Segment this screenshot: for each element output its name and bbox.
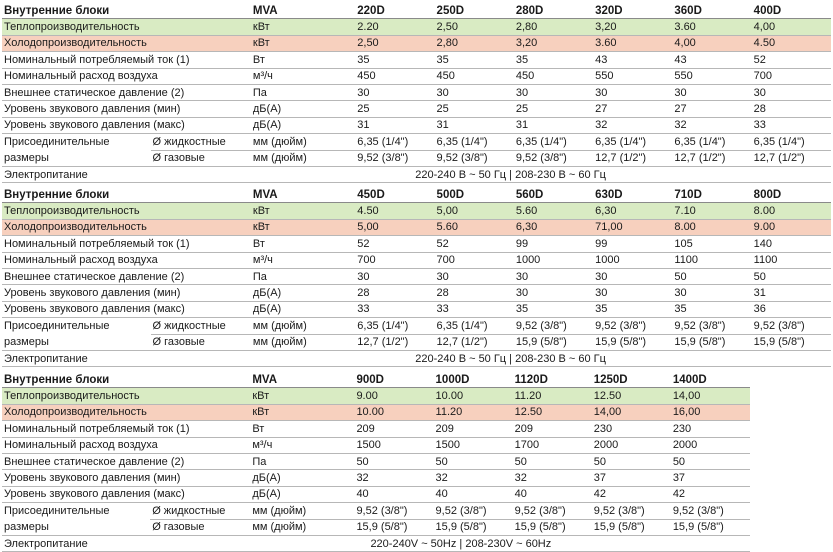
- spec-unit: кВт: [250, 388, 354, 404]
- spec-value: 4.50: [355, 203, 434, 219]
- spec-value: 1700: [513, 437, 592, 453]
- spec-unit: кВт: [251, 219, 355, 235]
- liquid-pipe-value: 9,52 (3/8"): [671, 503, 750, 519]
- model-name: 900D: [354, 372, 433, 388]
- power-supply-row: [2, 350, 831, 366]
- spec-value: 5,00: [355, 219, 434, 235]
- spec-value: 40: [434, 486, 513, 502]
- spec-value: 27: [672, 101, 751, 117]
- gas-pipe-value: 12,7 (1/2"): [752, 150, 831, 166]
- spec-value: 27: [593, 101, 672, 117]
- model-name: 630D: [593, 187, 672, 203]
- spec-label: Уровень звукового давления (мин): [2, 101, 251, 117]
- spec-value: 35: [514, 301, 593, 317]
- spec-value: 3,20: [593, 19, 672, 35]
- spec-value: 35: [593, 301, 672, 317]
- spec-row: [2, 470, 750, 486]
- spec-value: 8.00: [752, 203, 831, 219]
- spec-label: Внешнее статическое давление (2): [2, 84, 251, 100]
- spec-value: 4.50: [752, 35, 831, 51]
- spec-value: 31: [752, 285, 831, 301]
- spec-value: 1500: [354, 437, 433, 453]
- spec-value: 40: [513, 486, 592, 502]
- connection-label-line1: Присоединительные: [4, 136, 110, 149]
- spec-value: 30: [672, 285, 751, 301]
- spec-table-3: [2, 372, 750, 552]
- liquid-pipe-value: 9,52 (3/8"): [354, 503, 433, 519]
- spec-unit: Па: [251, 268, 355, 284]
- power-label: Электропитание: [2, 535, 354, 551]
- power-value: 220-240 В ~ 50 Гц | 208-230 В ~ 60 Гц: [355, 166, 831, 182]
- connection-unit: мм (дюйм): [250, 519, 354, 535]
- spec-unit: Вт: [251, 52, 355, 68]
- model-name: 360D: [672, 3, 751, 19]
- spec-label: Теплопроизводительность: [2, 203, 251, 219]
- spec-unit: дБ(А): [251, 117, 355, 133]
- spec-value: 2,50: [435, 19, 514, 35]
- spec-label: Теплопроизводительность: [2, 388, 250, 404]
- spec-value: 99: [514, 236, 593, 252]
- gas-pipe-label: Ø газовые: [151, 334, 251, 350]
- spec-value: 30: [752, 84, 831, 100]
- spec-value: 6,30: [593, 203, 672, 219]
- cooling-row: [2, 219, 831, 235]
- spec-label: Теплопроизводительность: [2, 19, 251, 35]
- spec-unit: дБ(А): [251, 285, 355, 301]
- gas-pipe-value: 15,9 (5/8"): [671, 519, 750, 535]
- spec-value: 50: [671, 453, 750, 469]
- spec-value: 10.00: [434, 388, 513, 404]
- spec-value: 99: [593, 236, 672, 252]
- liquid-pipe-value: 6,35 (1/4"): [355, 318, 434, 334]
- spec-label: Уровень звукового давления (макс): [2, 486, 250, 502]
- spec-value: 14,00: [671, 388, 750, 404]
- spec-value: 28: [435, 285, 514, 301]
- spec-value: 6,30: [514, 219, 593, 235]
- spec-label: Номинальный потребляемый ток (1): [2, 52, 251, 68]
- spec-value: 700: [752, 68, 831, 84]
- spec-row: [2, 84, 831, 100]
- heating-row: [2, 203, 831, 219]
- spec-value: 30: [435, 268, 514, 284]
- heating-row: [2, 388, 750, 404]
- model-series-label: MVA: [250, 372, 354, 388]
- spec-row: [2, 52, 831, 68]
- spec-value: 30: [514, 84, 593, 100]
- spec-value: 16,00: [671, 404, 750, 420]
- cooling-row: [2, 404, 750, 420]
- connection-gas-row: [2, 150, 831, 166]
- header-row: [2, 372, 750, 388]
- connection-liquid-row: [2, 318, 831, 334]
- spec-unit: кВт: [251, 19, 355, 35]
- spec-label: Номинальный потребляемый ток (1): [2, 421, 250, 437]
- spec-value: 105: [672, 236, 751, 252]
- spec-value: 3.60: [593, 35, 672, 51]
- connection-gas-row: [2, 334, 831, 350]
- spec-label: Уровень звукового давления (мин): [2, 285, 251, 301]
- spec-value: 32: [593, 117, 672, 133]
- liquid-pipe-value: 9,52 (3/8"): [593, 318, 672, 334]
- spec-value: 4,00: [752, 19, 831, 35]
- power-value: 220-240 В ~ 50 Гц | 208-230 В ~ 60 Гц: [355, 350, 831, 366]
- spec-value: 1000: [514, 252, 593, 268]
- spec-row: [2, 301, 831, 317]
- spec-row: [2, 486, 750, 502]
- header-row: [2, 187, 831, 203]
- connection-unit: мм (дюйм): [251, 334, 355, 350]
- gas-pipe-value: 9,52 (3/8"): [435, 150, 514, 166]
- spec-value: 35: [435, 52, 514, 68]
- liquid-pipe-value: 9,52 (3/8"): [672, 318, 751, 334]
- spec-value: 33: [435, 301, 514, 317]
- spec-unit: м³/ч: [251, 252, 355, 268]
- spec-value: 32: [434, 470, 513, 486]
- model-name: 400D: [752, 3, 831, 19]
- model-name: 710D: [672, 187, 751, 203]
- spec-value: 14,00: [592, 404, 671, 420]
- spec-value: 450: [435, 68, 514, 84]
- spec-value: 37: [671, 470, 750, 486]
- gas-pipe-value: 12,7 (1/2"): [593, 150, 672, 166]
- spec-value: 10.00: [354, 404, 433, 420]
- spec-row: [2, 453, 750, 469]
- power-value: 220-240V ~ 50Hz | 208-230V ~ 60Hz: [354, 535, 750, 551]
- liquid-pipe-value: 9,52 (3/8"): [752, 318, 831, 334]
- spec-unit: дБ(А): [250, 486, 354, 502]
- spec-value: 2,50: [355, 35, 434, 51]
- spec-value: 11.20: [513, 388, 592, 404]
- connection-unit: мм (дюйм): [250, 503, 354, 519]
- spec-value: 52: [752, 52, 831, 68]
- spec-value: 700: [355, 252, 434, 268]
- spec-label: Уровень звукового давления (макс): [2, 301, 251, 317]
- spec-label: Внешнее статическое давление (2): [2, 453, 250, 469]
- connection-label-line2: размеры: [2, 334, 151, 350]
- spec-value: 50: [354, 453, 433, 469]
- spec-unit: м³/ч: [251, 68, 355, 84]
- spec-value: 71,00: [593, 219, 672, 235]
- spec-value: 230: [592, 421, 671, 437]
- model-name: 1250D: [592, 372, 671, 388]
- liquid-pipe-value: 6,35 (1/4"): [435, 134, 514, 150]
- spec-value: 2000: [671, 437, 750, 453]
- spec-value: 11.20: [434, 404, 513, 420]
- spec-value: 28: [752, 101, 831, 117]
- spec-value: 52: [435, 236, 514, 252]
- spec-value: 450: [355, 68, 434, 84]
- model-series-label: MVA: [251, 3, 355, 19]
- liquid-pipe-value: 9,52 (3/8"): [514, 318, 593, 334]
- spec-value: 33: [752, 117, 831, 133]
- spec-value: 4,00: [672, 35, 751, 51]
- liquid-pipe-value: 9,52 (3/8"): [434, 503, 513, 519]
- spec-row: [2, 285, 831, 301]
- model-name: 250D: [435, 3, 514, 19]
- model-name: 280D: [514, 3, 593, 19]
- spec-row: [2, 117, 831, 133]
- gas-pipe-label: Ø газовые: [150, 519, 250, 535]
- spec-label: Холодопроизводительность: [2, 35, 251, 51]
- spec-unit: Па: [250, 453, 354, 469]
- connection-liquid-row: [2, 503, 750, 519]
- spec-value: 25: [435, 101, 514, 117]
- spec-label: Номинальный расход воздуха: [2, 437, 250, 453]
- spec-value: 209: [513, 421, 592, 437]
- gas-pipe-label: Ø газовые: [151, 150, 251, 166]
- gas-pipe-value: 15,9 (5/8"): [593, 334, 672, 350]
- table-title: Внутренние блоки: [2, 187, 251, 203]
- connection-unit: мм (дюйм): [251, 150, 355, 166]
- spec-value: 7.10: [672, 203, 751, 219]
- spec-value: 35: [672, 301, 751, 317]
- spec-value: 450: [514, 68, 593, 84]
- spec-value: 52: [355, 236, 434, 252]
- gas-pipe-value: 12,7 (1/2"): [355, 334, 434, 350]
- spec-value: 2000: [592, 437, 671, 453]
- header-row: [2, 3, 831, 19]
- spec-value: 35: [355, 52, 434, 68]
- spec-value: 30: [355, 268, 434, 284]
- spec-value: 1000: [593, 252, 672, 268]
- gas-pipe-value: 15,9 (5/8"): [354, 519, 433, 535]
- spec-value: 50: [672, 268, 751, 284]
- spec-unit: кВт: [251, 203, 355, 219]
- spec-value: 50: [513, 453, 592, 469]
- spec-value: 1500: [434, 437, 513, 453]
- liquid-pipe-label: Ø жидкостные: [151, 134, 251, 150]
- spec-value: 32: [513, 470, 592, 486]
- spec-label: Холодопроизводительность: [2, 219, 251, 235]
- connection-label-line1: Присоединительные: [4, 505, 110, 518]
- spec-value: 2.20: [355, 19, 434, 35]
- gas-pipe-value: 15,9 (5/8"): [514, 334, 593, 350]
- spec-unit: дБ(А): [251, 101, 355, 117]
- model-name: 800D: [752, 187, 831, 203]
- model-name: 500D: [435, 187, 514, 203]
- table-title: Внутренние блоки: [2, 3, 251, 19]
- spec-value: 35: [514, 52, 593, 68]
- spec-value: 550: [593, 68, 672, 84]
- spec-row: [2, 236, 831, 252]
- spec-row: [2, 68, 831, 84]
- gas-pipe-value: 12,7 (1/2"): [435, 334, 514, 350]
- spec-label: Холодопроизводительность: [2, 404, 250, 420]
- spec-value: 25: [355, 101, 434, 117]
- spec-unit: дБ(А): [250, 470, 354, 486]
- table-title: Внутренние блоки: [2, 372, 250, 388]
- spec-unit: Вт: [250, 421, 354, 437]
- spec-row: [2, 101, 831, 117]
- spec-value: 40: [354, 486, 433, 502]
- connection-gas-row: [2, 519, 750, 535]
- spec-value: 31: [355, 117, 434, 133]
- liquid-pipe-value: 6,35 (1/4"): [672, 134, 751, 150]
- model-series-label: MVA: [251, 187, 355, 203]
- spec-value: 230: [671, 421, 750, 437]
- spec-value: 42: [671, 486, 750, 502]
- spec-value: 50: [752, 268, 831, 284]
- spec-value: 12.50: [592, 388, 671, 404]
- model-name: 220D: [355, 3, 434, 19]
- connection-label-line1: Присоединительные: [4, 320, 110, 333]
- spec-label: Уровень звукового давления (мин): [2, 470, 250, 486]
- model-name: 560D: [514, 187, 593, 203]
- spec-row: [2, 437, 750, 453]
- spec-value: 50: [592, 453, 671, 469]
- heating-row: [2, 19, 831, 35]
- connection-liquid-row: [2, 134, 831, 150]
- spec-value: 31: [514, 117, 593, 133]
- spec-value: 140: [752, 236, 831, 252]
- model-name: 1400D: [671, 372, 750, 388]
- model-name: 1120D: [513, 372, 592, 388]
- spec-value: 31: [435, 117, 514, 133]
- spec-value: 550: [672, 68, 751, 84]
- power-supply-row: [2, 166, 831, 182]
- spec-value: 30: [435, 84, 514, 100]
- connection-unit: мм (дюйм): [251, 134, 355, 150]
- gas-pipe-value: 12,7 (1/2"): [672, 150, 751, 166]
- gas-pipe-value: 9,52 (3/8"): [355, 150, 434, 166]
- gas-pipe-value: 15,9 (5/8"): [434, 519, 513, 535]
- liquid-pipe-value: 6,35 (1/4"): [435, 318, 514, 334]
- spec-row: [2, 421, 750, 437]
- cooling-row: [2, 35, 831, 51]
- spec-row: [2, 252, 831, 268]
- spec-value: 209: [434, 421, 513, 437]
- spec-value: 36: [752, 301, 831, 317]
- spec-value: 5.60: [435, 219, 514, 235]
- connection-label-line2: размеры: [2, 519, 150, 535]
- spec-value: 25: [514, 101, 593, 117]
- model-name: 450D: [355, 187, 434, 203]
- gas-pipe-value: 9,52 (3/8"): [514, 150, 593, 166]
- spec-table-2: [2, 187, 831, 367]
- spec-value: 30: [593, 285, 672, 301]
- spec-value: 3.60: [672, 19, 751, 35]
- spec-label: Уровень звукового давления (макс): [2, 117, 251, 133]
- spec-table-1: [2, 3, 831, 183]
- spec-label: Номинальный расход воздуха: [2, 252, 251, 268]
- spec-value: 5,00: [435, 203, 514, 219]
- gas-pipe-value: 15,9 (5/8"): [592, 519, 671, 535]
- spec-value: 43: [593, 52, 672, 68]
- liquid-pipe-label: Ø жидкостные: [150, 503, 250, 519]
- spec-value: 30: [593, 84, 672, 100]
- connection-label-line2: размеры: [2, 150, 151, 166]
- model-name: 1000D: [434, 372, 513, 388]
- spec-label: Номинальный потребляемый ток (1): [2, 236, 251, 252]
- spec-value: 30: [355, 84, 434, 100]
- liquid-pipe-value: 6,35 (1/4"): [593, 134, 672, 150]
- spec-value: 42: [592, 486, 671, 502]
- spec-value: 700: [435, 252, 514, 268]
- power-label: Электропитание: [2, 166, 355, 182]
- spec-value: 28: [355, 285, 434, 301]
- spec-value: 30: [593, 268, 672, 284]
- spec-value: 9.00: [354, 388, 433, 404]
- gas-pipe-value: 15,9 (5/8"): [672, 334, 751, 350]
- spec-value: 5.60: [514, 203, 593, 219]
- spec-unit: Па: [251, 84, 355, 100]
- spec-value: 30: [514, 285, 593, 301]
- spec-value: 8.00: [672, 219, 751, 235]
- spec-value: 50: [434, 453, 513, 469]
- spec-value: 30: [672, 84, 751, 100]
- spec-value: 30: [514, 268, 593, 284]
- spec-value: 1100: [672, 252, 751, 268]
- spec-row: [2, 268, 831, 284]
- gas-pipe-value: 15,9 (5/8"): [752, 334, 831, 350]
- spec-unit: м³/ч: [250, 437, 354, 453]
- spec-value: 32: [354, 470, 433, 486]
- spec-value: 32: [672, 117, 751, 133]
- power-label: Электропитание: [2, 350, 355, 366]
- spec-value: 43: [672, 52, 751, 68]
- spec-label: Номинальный расход воздуха: [2, 68, 251, 84]
- spec-value: 1100: [752, 252, 831, 268]
- liquid-pipe-value: 6,35 (1/4"): [355, 134, 434, 150]
- spec-value: 209: [354, 421, 433, 437]
- connection-unit: мм (дюйм): [251, 318, 355, 334]
- spec-value: 2,80: [514, 19, 593, 35]
- spec-value: 33: [355, 301, 434, 317]
- liquid-pipe-value: 6,35 (1/4"): [514, 134, 593, 150]
- spec-unit: дБ(А): [251, 301, 355, 317]
- spec-value: 9.00: [752, 219, 831, 235]
- spec-label: Внешнее статическое давление (2): [2, 268, 251, 284]
- spec-value: 37: [592, 470, 671, 486]
- liquid-pipe-value: 9,52 (3/8"): [592, 503, 671, 519]
- spec-value: 3,20: [514, 35, 593, 51]
- liquid-pipe-value: 9,52 (3/8"): [513, 503, 592, 519]
- liquid-pipe-value: 6,35 (1/4"): [752, 134, 831, 150]
- spec-unit: кВт: [250, 404, 354, 420]
- liquid-pipe-label: Ø жидкостные: [151, 318, 251, 334]
- gas-pipe-value: 15,9 (5/8"): [513, 519, 592, 535]
- spec-unit: кВт: [251, 35, 355, 51]
- model-name: 320D: [593, 3, 672, 19]
- spec-value: 12.50: [513, 404, 592, 420]
- spec-unit: Вт: [251, 236, 355, 252]
- spec-value: 2,80: [435, 35, 514, 51]
